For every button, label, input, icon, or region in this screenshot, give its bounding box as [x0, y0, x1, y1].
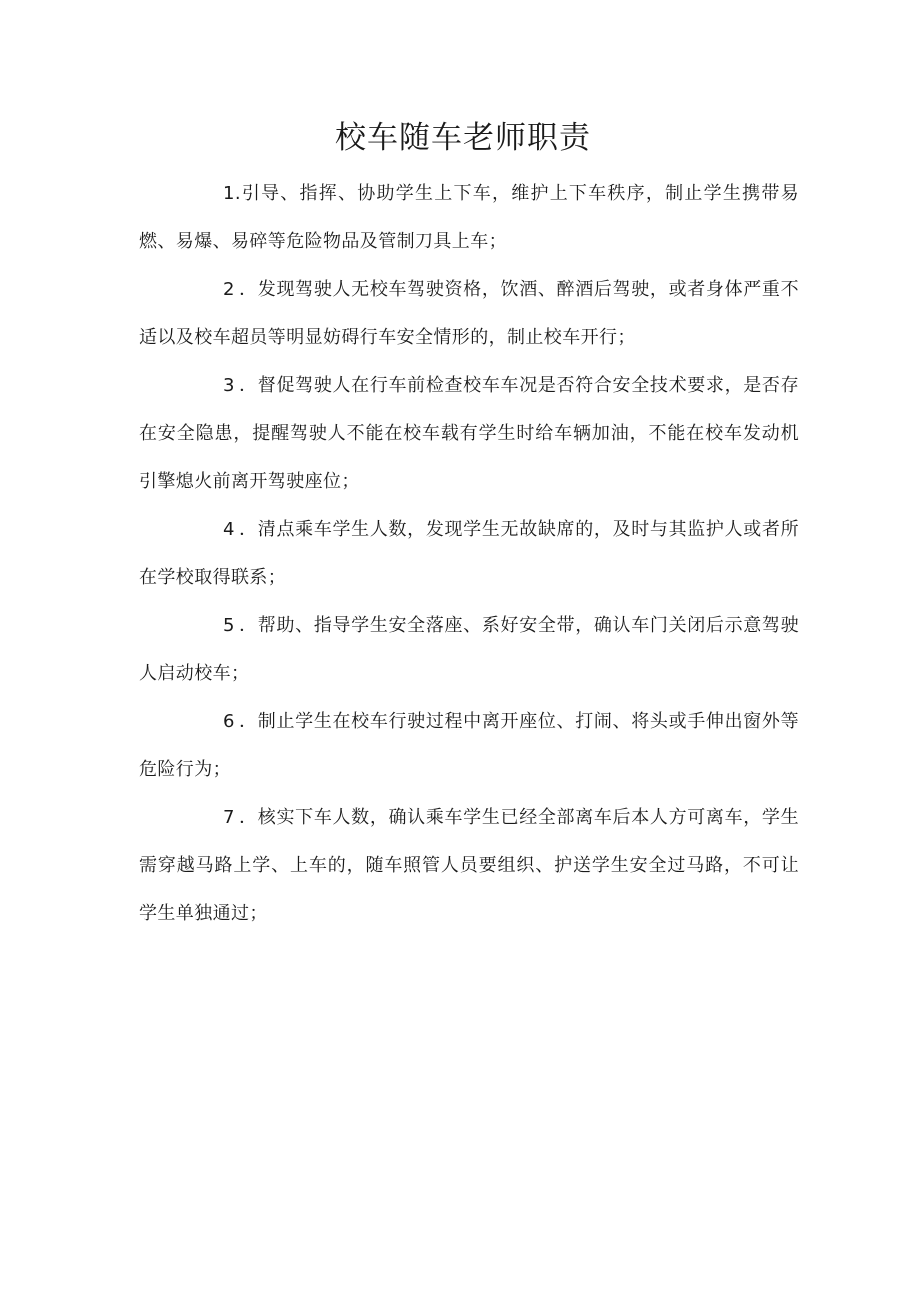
duty-text: ．核实下车人数，确认乘车学生已经全部离车后本人方可离车，学生需穿越马路上学、上车的，随车照管人员要组织、护送学生安全过马路，不可让学生单独通过；: [139, 807, 799, 924]
duties-list: [139, 170, 799, 938]
duty-number: 1.: [223, 183, 241, 204]
duty-text: ．督促驾驶人在行车前检查校车车况是否符合安全技术要求，是否存在安全隐患，提醒驾驶人不能在校车载有学生时给车辆加油，不能在校车发动机引擎熄火前离开驾驶座位；: [139, 375, 799, 492]
document-title: 校车随车老师职责: [335, 120, 591, 156]
duty-text: 引导、指挥、协助学生上下车，维护上下车秩序，制止学生携带易燃、易爆、易碎等危险物品及管制刀具上车；: [139, 183, 799, 252]
duty-item-6: [139, 698, 799, 794]
duty-number: 2: [223, 279, 235, 300]
duty-item-1: [139, 170, 799, 266]
duty-item-5: [139, 602, 799, 698]
duty-item-3: [139, 362, 799, 506]
duty-number: 3: [223, 375, 235, 396]
duty-text: ．发现驾驶人无校车驾驶资格，饮酒、醉酒后驾驶，或者身体严重不适以及校车超员等明显妨碍行车安全情形的，制止校车开行；: [139, 279, 799, 348]
duty-text: ．清点乘车学生人数，发现学生无故缺席的，及时与其监护人或者所在学校取得联系；: [139, 519, 799, 588]
duty-number: 4: [223, 519, 235, 540]
duty-number: 7: [223, 807, 235, 828]
duty-item-2: [139, 266, 799, 362]
duty-item-7: [139, 794, 799, 938]
duty-text: ．帮助、指导学生安全落座、系好安全带，确认车门关闭后示意驾驶人启动校车；: [139, 615, 799, 684]
duty-number: 5: [223, 615, 235, 636]
duty-number: 6: [223, 711, 235, 732]
duty-text: ．制止学生在校车行驶过程中离开座位、打闹、将头或手伸出窗外等危险行为；: [139, 711, 799, 780]
duty-item-4: [139, 506, 799, 602]
